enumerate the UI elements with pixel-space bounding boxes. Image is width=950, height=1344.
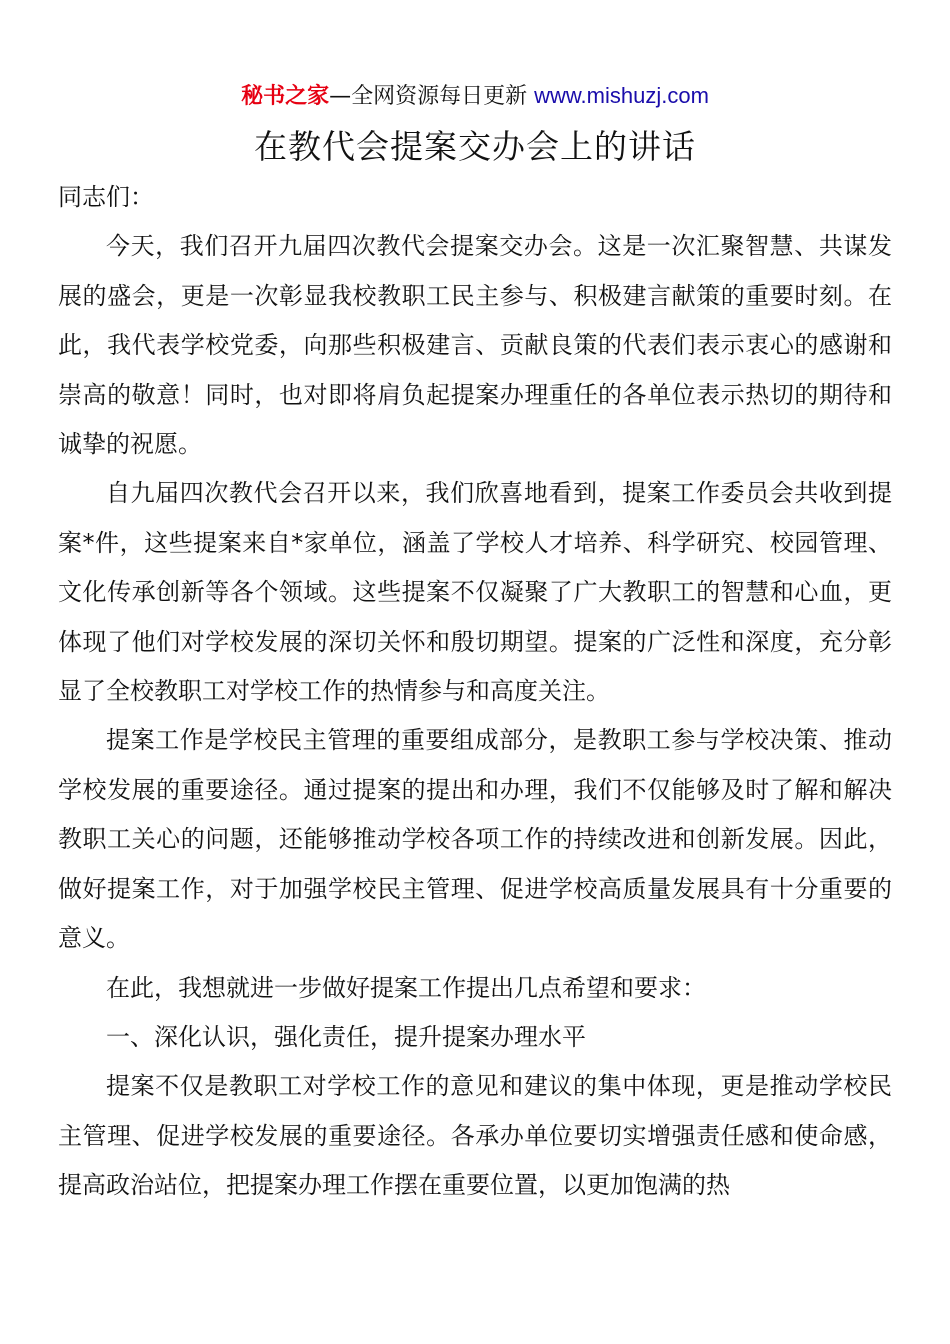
section-heading-1: 一、深化认识，强化责任，提升提案办理水平 <box>106 1022 586 1051</box>
brand-name: 秘书之家 <box>241 84 330 109</box>
paragraph-3: 提案工作是学校民主管理的重要组成部分，是教职工参与学校决策、推动学校发展的重要途径。通过提案的提出和办理，我们不仅能够及时了解和解决教职工关心的问题，还能够推动学校各项工作的持续改进和创新发展。因此，做好提案工作，对于加强学校民主管理、促进学校高质量发展具有十分重要的意义。 <box>58 726 892 953</box>
site-url-link[interactable]: www.mishuzj.com <box>534 83 709 108</box>
paragraph-2: 自九届四次教代会召开以来，我们欣喜地看到，提案工作委员会共收到提案*件，这些提案来自*家单位，涵盖了学校人才培养、科学研究、校园管理、文化传承创新等各个领域。这些提案不仅凝聚了广大教职工的智慧和心血，更体现了他们对学校发展的深切关怀和殷切期望。提案的广泛性和深度，充分彰显了全校教职工对学校工作的热情参与和高度关注。 <box>58 479 892 706</box>
document-body <box>58 173 892 1211</box>
paragraph-1: 今天，我们召开九届四次教代会提案交办会。这是一次汇聚智慧、共谋发展的盛会，更是一次彰显我校教职工民主参与、积极建言献策的重要时刻。在此，我代表学校党委，向那些积极建言、贡献良策的代表们表示衷心的感谢和崇高的敬意！同时，也对即将肩负起提案办理重任的各单位表示热切的期待和诚挚的祝愿。 <box>58 232 892 459</box>
header-tagline: —全网资源每日更新 <box>329 84 528 109</box>
document-title: 在教代会提案交办会上的讲话 <box>254 127 696 166</box>
paragraph-4: 在此，我想就进一步做好提案工作提出几点希望和要求： <box>106 973 706 1002</box>
site-header <box>0 80 950 113</box>
salutation: 同志们： <box>58 183 154 211</box>
section-paragraph-1: 提案不仅是教职工对学校工作的意见和建议的集中体现，更是推动学校民主管理、促进学校发展的重要途径。各承办单位要切实增强责任感和使命感，提高政治站位，把提案办理工作摆在重要位置，以更加饱满的热 <box>58 1072 892 1200</box>
